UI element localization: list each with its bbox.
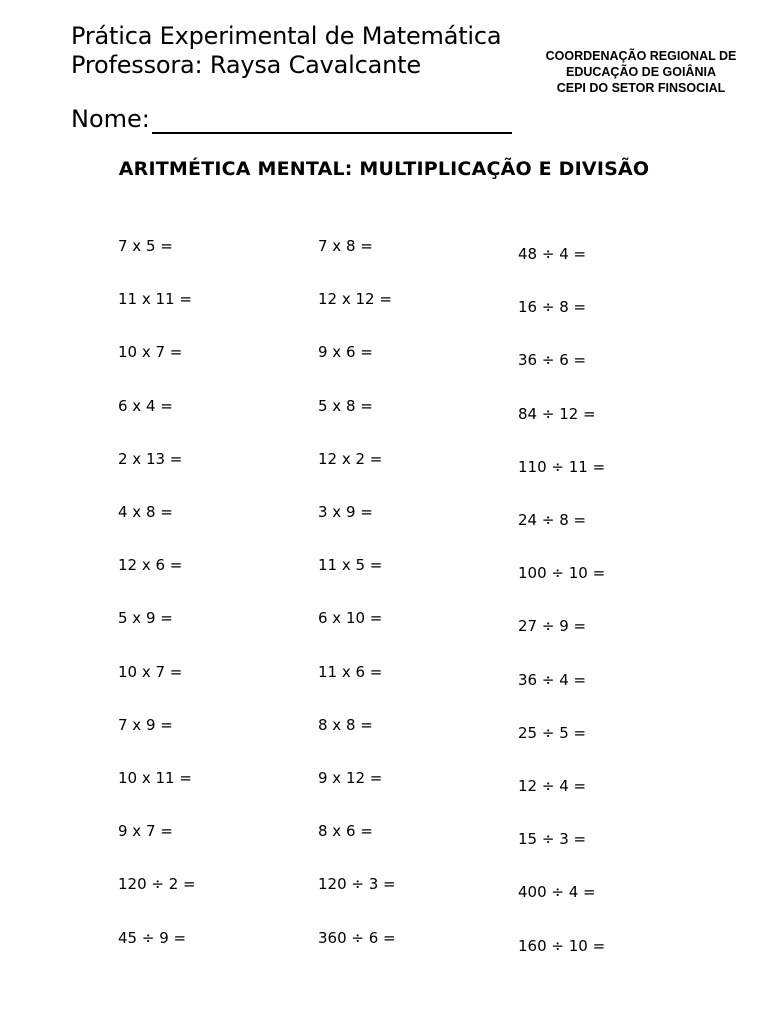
problem-item: 11 x 11 =: [118, 290, 192, 309]
problem-item: 24 ÷ 8 =: [518, 511, 587, 529]
problem-item: 6 x 10 =: [318, 609, 383, 628]
institution-line-1: COORDENAÇÃO REGIONAL DE: [545, 49, 737, 63]
worksheet-title: ARITMÉTICA MENTAL: MULTIPLICAÇÃO E DIVISÃO: [118, 158, 650, 180]
institution-line-2: EDUCAÇÃO DE GOIÂNIA: [565, 65, 716, 79]
institution-line-3: CEPI DO SETOR FINSOCIAL: [556, 81, 726, 95]
institution-block: [528, 48, 754, 96]
problem-item: 120 ÷ 2 =: [118, 875, 196, 894]
problem-item: 160 ÷ 10 =: [518, 936, 606, 955]
problem-item: 6 x 4 =: [118, 396, 173, 415]
problem-item: 12 ÷ 4 =: [518, 777, 587, 795]
name-blank-line[interactable]: [152, 106, 512, 134]
problem-item: 110 ÷ 11 =: [518, 457, 606, 476]
problem-item: 11 x 6 =: [318, 662, 383, 681]
problem-item: 8 x 6 =: [318, 822, 373, 841]
problem-item: 48 ÷ 4 =: [518, 245, 587, 263]
problem-item: 3 x 9 =: [318, 503, 373, 521]
problem-item: 2 x 13 =: [118, 449, 183, 468]
teacher-name: Professora: Raysa Cavalcante: [71, 51, 421, 79]
problem-item: 7 x 8 =: [318, 237, 373, 255]
problem-item: 45 ÷ 9 =: [118, 928, 187, 947]
problem-item: 7 x 9 =: [118, 715, 173, 734]
problem-item: 5 x 8 =: [318, 396, 373, 415]
header-info: [71, 22, 501, 80]
problem-item: 8 x 8 =: [318, 715, 373, 734]
course-title: Prática Experimental de Matemática: [71, 22, 502, 50]
problem-item: 100 ÷ 10 =: [518, 564, 606, 583]
problem-item: 12 x 6 =: [118, 556, 183, 575]
problem-item: 11 x 5 =: [318, 556, 383, 575]
problem-item: 10 x 11 =: [118, 769, 192, 787]
problem-item: 5 x 9 =: [118, 609, 173, 628]
problem-item: 15 ÷ 3 =: [518, 830, 587, 849]
problem-item: 12 x 2 =: [318, 449, 383, 468]
problem-item: 120 ÷ 3 =: [318, 875, 396, 894]
problem-item: 4 x 8 =: [118, 503, 173, 521]
problem-item: 400 ÷ 4 =: [518, 883, 596, 902]
problem-item: 36 ÷ 4 =: [518, 670, 587, 689]
problem-item: 10 x 7 =: [118, 662, 183, 681]
problem-item: 27 ÷ 9 =: [518, 617, 587, 636]
problem-item: 10 x 7 =: [118, 343, 183, 362]
problem-item: 25 ÷ 5 =: [518, 723, 587, 742]
problem-item: 84 ÷ 12 =: [518, 404, 596, 423]
name-label: Nome:: [71, 105, 150, 133]
problem-item: 12 x 12 =: [318, 290, 392, 309]
name-field: [71, 104, 512, 134]
problem-item: 7 x 5 =: [118, 237, 173, 255]
problem-item: 9 x 7 =: [118, 822, 173, 841]
problem-item: 360 ÷ 6 =: [318, 928, 396, 947]
problem-item: 16 ÷ 8 =: [518, 298, 587, 317]
problem-item: 9 x 12 =: [318, 769, 383, 787]
problem-item: 9 x 6 =: [318, 343, 373, 362]
problem-item: 36 ÷ 6 =: [518, 351, 587, 370]
